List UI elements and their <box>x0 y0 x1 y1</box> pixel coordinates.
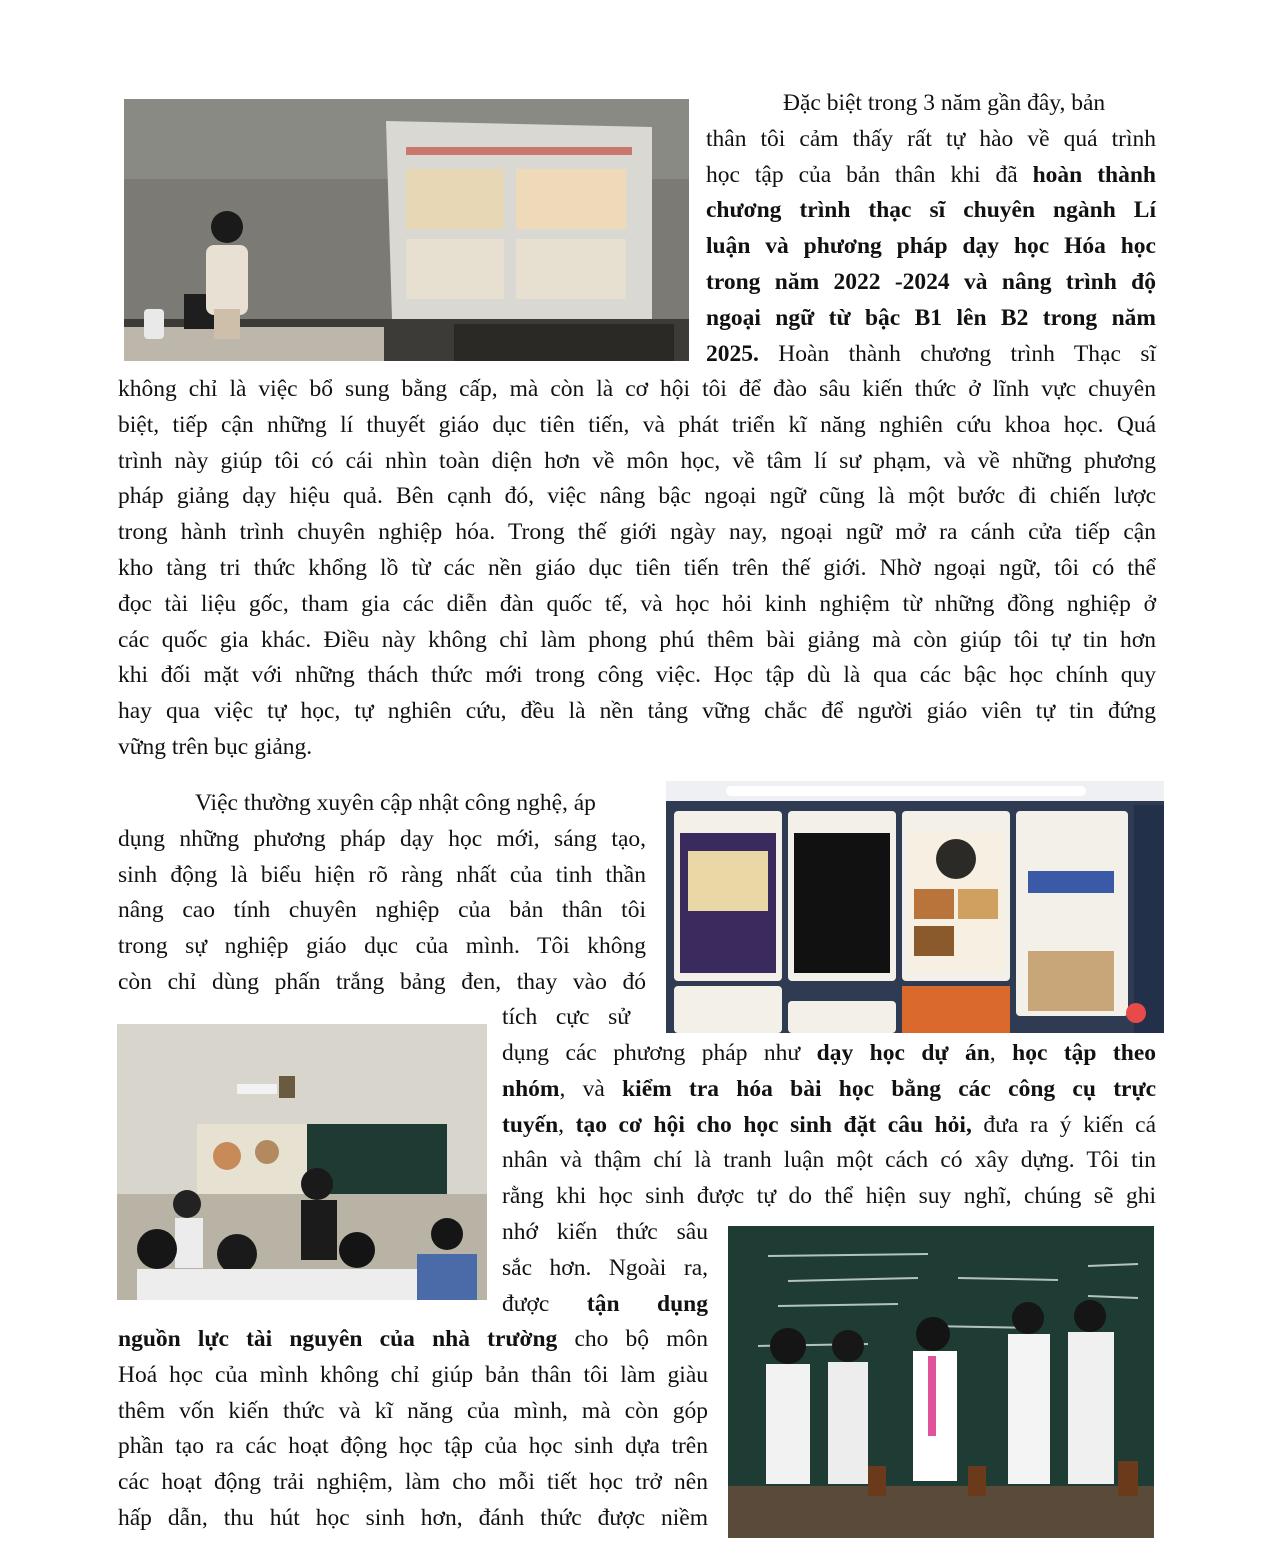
p1-full-line: trình này giúp tôi có cái nhìn toàn diện hơn về môn học, về tâm lí sư phạm, và về những phương <box>118 447 1156 474</box>
p2-bottom-line: hấp dẫn, thu hút học sinh hơn, đánh thức được niềm <box>118 1504 708 1531</box>
p1-right-line: chương trình thạc sĩ chuyên ngành Lí <box>706 197 1156 224</box>
p1-right-line: thân tôi cảm thấy rất tự hào về quá trình <box>706 125 1156 152</box>
p2-bottom-line: thêm vốn kiến thức và kĩ năng của mình, mà còn góp <box>118 1397 708 1424</box>
paragraph-2-bottom <box>118 1322 708 1537</box>
p1-full-line: đọc tài liệu gốc, tham gia các diễn đàn quốc tế, và học hỏi kinh nghiệm từ những đồng nghiệp ở <box>118 590 1156 617</box>
p2-left-line: nâng cao tính chuyên nghiệp của bản thân tôi <box>118 897 646 924</box>
p2-left-line: sinh động là biểu hiện rõ ràng nhất của tinh thần <box>118 861 646 888</box>
p2-bottom-line: Hoá học của mình không chỉ giúp bản thân tôi làm giàu <box>118 1361 708 1388</box>
p1-full-line: không chỉ là việc bổ sung bằng cấp, mà còn là cơ hội tôi để đào sâu kiến thức ở lĩnh vực chuyên <box>118 376 1156 402</box>
photo-chemistry-lab <box>728 1226 1154 1538</box>
p1-right-line: trong năm 2022 -2024 và nâng trình độ <box>706 268 1156 295</box>
p1-right-line: Đặc biệt trong 3 năm gần đây, bản <box>783 90 1106 116</box>
p2-bottom-line: phần tạo ra các hoạt động học tập của học sinh dựa trên <box>118 1433 708 1460</box>
p1-right-line: 2025. Hoàn thành chương trình Thạc sĩ <box>706 340 1156 367</box>
p2-mid-line: tích cực sử <box>502 1004 630 1030</box>
p1-full-line: trong hành trình chuyên nghiệp hóa. Trong thế giới ngày nay, ngoại ngữ mở ra cánh cửa tiếp cận <box>118 519 1156 546</box>
p1-full-line: hay qua việc tự học, tự nghiên cứu, đều là nền tảng vững chắc để người giáo viên tự tin đứng <box>118 698 1156 725</box>
p1-full-line: vững trên bục giảng. <box>118 733 313 760</box>
p2-narrow-line: được tận dụng <box>502 1290 708 1317</box>
p2-center-line: dụng các phương pháp như dạy học dự án, học tập theo <box>502 1040 1156 1066</box>
p1-full-line: khi đối mặt với những thách thức mới trong công việc. Học tập dù là qua các bậc học chính quy <box>118 662 1156 689</box>
p2-bottom-line: nguồn lực tài nguyên của nhà trường cho bộ môn <box>118 1326 709 1352</box>
paragraph-2-left <box>118 786 646 1001</box>
paragraph-2-center <box>502 1036 1156 1215</box>
photo-thesis-presentation <box>124 99 689 361</box>
p2-center-line: rằng khi học sinh được tự do thể hiện suy nghĩ, chúng sẽ ghi <box>502 1183 1156 1210</box>
p2-left-line: dụng những phương pháp dạy học mới, sáng tạo, <box>118 825 646 852</box>
paragraph-2-narrow <box>502 1215 708 1322</box>
p2-narrow-line: sắc hơn. Ngoài ra, <box>502 1254 708 1281</box>
photo-padlet-screenshot <box>666 781 1164 1033</box>
paragraph-2-mid <box>502 1000 630 1036</box>
p1-right-line: ngoại ngữ từ bậc B1 lên B2 trong năm <box>706 304 1156 331</box>
p2-left-line: Việc thường xuyên cập nhật công nghệ, áp <box>195 790 596 816</box>
p2-center-line: nhóm, và kiểm tra hóa bài học bằng các công cụ trực <box>502 1075 1156 1102</box>
p1-full-line: pháp giảng dạy hiệu quả. Bên cạnh đó, việc nâng bậc ngoại ngữ cũng là một bước đi chiến lược <box>118 483 1156 510</box>
paragraph-1-top <box>706 86 1156 372</box>
p1-right-line: học tập của bản thân khi đã hoàn thành <box>706 161 1156 188</box>
p2-center-line: nhân và thậm chí là tranh luận một cách có xây dựng. Tôi tin <box>502 1147 1156 1174</box>
paragraph-1-body <box>118 372 1156 766</box>
p2-left-line: còn chỉ dùng phấn trắng bảng đen, thay vào đó <box>118 968 646 995</box>
p2-left-line: trong sự nghiệp giáo dục của mình. Tôi không <box>118 933 646 960</box>
p1-full-line: kho tàng tri thức khổng lồ từ các nền giáo dục tiên tiến trên thế giới. Nhờ ngoại ngữ, tôi có thể <box>118 554 1156 581</box>
p1-right-line: luận và phương pháp dạy học Hóa học <box>706 233 1156 260</box>
p2-center-line: tuyến, tạo cơ hội cho học sinh đặt câu hỏi, đưa ra ý kiến cá <box>502 1111 1157 1138</box>
p1-full-line: biệt, tiếp cận những lí thuyết giáo dục tiên tiến, và phát triển kĩ năng nghiên cứu khoa học. Quá <box>118 411 1156 438</box>
p1-full-line: các quốc gia khác. Điều này không chỉ làm phong phú thêm bài giảng mà còn giúp tôi tự tin hơn <box>118 626 1156 653</box>
p2-narrow-line: nhớ kiến thức sâu <box>502 1219 708 1245</box>
p2-bottom-line: các hoạt động trải nghiệm, làm cho mỗi tiết học trở nên <box>118 1469 708 1496</box>
photo-classroom <box>117 1024 487 1300</box>
